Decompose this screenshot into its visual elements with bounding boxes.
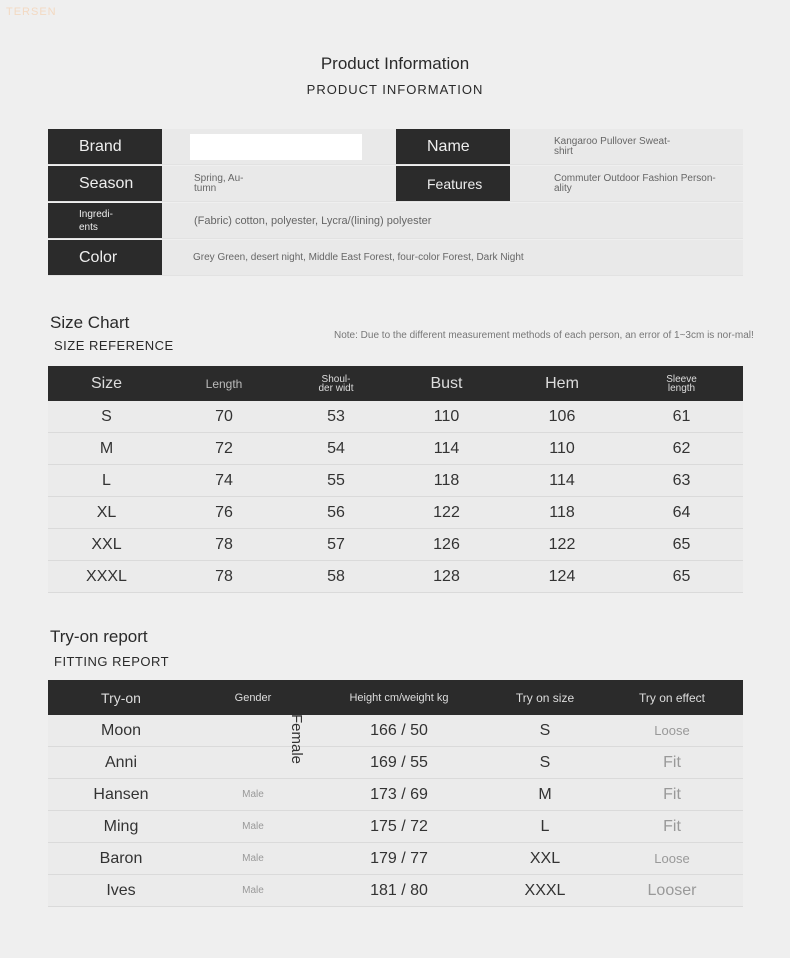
col-shoulder: Shoul-der widt: [318, 373, 354, 394]
table-cell: 118: [549, 503, 575, 521]
table-cell: 65: [672, 535, 691, 553]
table-cell: 53: [327, 407, 345, 425]
col-try-size: Try on size: [515, 690, 575, 705]
table-cell-name: Moon: [100, 721, 142, 739]
table-cell: 57: [327, 535, 345, 553]
brand-label-text: Brand: [79, 137, 122, 155]
table-cell: L: [102, 471, 111, 489]
table-cell: 61: [672, 407, 691, 425]
try-on-subtitle: FITTING REPORT: [54, 654, 170, 669]
table-row: [48, 465, 743, 497]
table-row: [48, 715, 743, 747]
table-cell: XXXL: [86, 567, 127, 585]
table-cell-hw: 169 / 55: [370, 753, 428, 771]
features-label: [396, 166, 510, 201]
table-cell-hw: 179 / 77: [370, 849, 428, 867]
table-cell: 64: [672, 503, 691, 521]
season-value: Spring, Au-tumn: [162, 166, 396, 201]
try-on-title: Try-on report: [50, 627, 148, 646]
brand-label: [48, 129, 162, 164]
table-cell-gender: Male: [242, 853, 264, 864]
table-cell: 55: [327, 471, 345, 489]
table-cell: M: [99, 439, 114, 457]
size-chart-header: [48, 366, 743, 401]
table-cell: 72: [215, 439, 233, 457]
table-cell-name: Ming: [103, 817, 139, 835]
table-cell-size: S: [539, 753, 551, 771]
color-label: [48, 240, 162, 275]
table-cell-hw: 173 / 69: [370, 785, 428, 803]
table-row: [48, 811, 743, 843]
info-row-season: [48, 166, 743, 202]
table-row: [48, 529, 743, 561]
table-row: [48, 433, 743, 465]
table-row: [48, 497, 743, 529]
table-cell-effect: Loose: [654, 851, 690, 866]
try-on-header: [48, 680, 743, 715]
brand-value: [162, 129, 396, 164]
table-cell: 126: [433, 535, 460, 553]
table-cell-name: Baron: [99, 849, 143, 867]
table-cell-effect: Fit: [663, 753, 681, 771]
table-cell: S: [101, 407, 112, 425]
size-chart-subtitle: SIZE REFERENCE: [54, 338, 174, 353]
table-cell: 63: [672, 471, 691, 489]
size-chart-body: [48, 401, 743, 593]
name-value: Kangaroo Pullover Sweat-shirt: [510, 129, 743, 164]
table-row: [48, 401, 743, 433]
table-cell-hw: 166 / 50: [370, 721, 428, 739]
table-cell-effect: Fit: [663, 785, 681, 803]
table-cell: 114: [549, 471, 575, 489]
table-cell: 70: [215, 407, 233, 425]
female-label: Female: [288, 714, 305, 765]
table-cell-gender: Male: [242, 885, 264, 896]
size-chart-title: Size Chart: [50, 313, 130, 332]
table-cell-hw: 181 / 80: [370, 881, 428, 899]
table-cell-name: Ives: [106, 881, 136, 899]
table-cell-gender: Male: [242, 821, 264, 832]
ingredients-value: (Fabric) cotton, polyester, Lycra/(lining) polyester: [162, 203, 743, 238]
col-hem: Hem: [545, 374, 579, 392]
brand-logo-placeholder: [190, 134, 362, 160]
name-label-text: Name: [427, 137, 470, 155]
features-value: Commuter Outdoor Fashion Person-ality: [510, 166, 743, 201]
table-cell: 124: [548, 567, 576, 585]
table-cell-effect: Loose: [654, 723, 690, 738]
ingredients-label: [48, 203, 162, 238]
table-cell: 65: [672, 567, 691, 585]
table-cell-size: S: [539, 721, 551, 739]
col-size: Size: [90, 374, 123, 392]
table-cell: 110: [549, 439, 575, 457]
measurement-note: Note: Due to the different measurement methods of each person, an error of 1~3cm is nor-mal!: [334, 330, 754, 341]
col-sleeve: Sleeve length: [666, 373, 697, 394]
col-try-on: Try-on: [101, 689, 141, 706]
table-cell: 58: [327, 567, 345, 585]
col-height-weight: Height cm/weight kg: [349, 691, 449, 704]
table-cell-hw: 175 / 72: [370, 817, 428, 835]
page-title: Product Information: [320, 54, 470, 73]
table-cell: 122: [433, 503, 460, 521]
table-cell-size: M: [538, 785, 552, 803]
table-cell: 106: [548, 407, 576, 425]
table-row: [48, 843, 743, 875]
col-gender: Gender: [234, 691, 272, 704]
try-on-body: [48, 715, 743, 907]
table-cell: 114: [433, 439, 460, 457]
table-cell-effect: Looser: [647, 881, 697, 899]
table-cell: 54: [327, 439, 345, 457]
page-subtitle: PRODUCT INFORMATION: [306, 82, 484, 97]
season-label-text: Season: [79, 174, 134, 192]
table-cell-size: XXL: [529, 849, 561, 867]
table-row: [48, 779, 743, 811]
info-row-brand: [48, 129, 743, 165]
table-cell-gender: Male: [242, 789, 264, 800]
color-label-text: Color: [79, 248, 118, 266]
table-cell-name: Anni: [104, 753, 138, 771]
name-label: [396, 129, 510, 164]
watermark: TERSEN: [6, 6, 57, 18]
table-cell: XL: [96, 503, 117, 521]
product-info-table: [48, 129, 743, 276]
table-cell: 128: [433, 567, 460, 585]
table-cell: 76: [215, 503, 233, 521]
table-cell-name: Hansen: [93, 785, 149, 803]
table-cell: 78: [215, 535, 233, 553]
col-bust: Bust: [430, 374, 463, 392]
table-cell: 118: [433, 471, 460, 489]
table-cell: 110: [433, 407, 460, 425]
table-cell: 62: [672, 439, 691, 457]
table-row: [48, 747, 743, 779]
ingredients-label-text: Ingredi-ents: [79, 208, 113, 233]
table-row: [48, 561, 743, 593]
table-cell-size: L: [540, 817, 550, 835]
table-cell: XXL: [91, 535, 122, 553]
table-cell: 74: [215, 471, 233, 489]
table-cell: 56: [327, 503, 345, 521]
table-row: [48, 875, 743, 907]
col-try-effect: Try on effect: [638, 690, 706, 705]
info-row-ingredients: [48, 203, 743, 239]
size-chart-table: [48, 366, 743, 593]
table-cell-effect: Fit: [663, 817, 681, 835]
table-cell: 78: [215, 567, 233, 585]
info-row-color: [48, 240, 743, 276]
season-label: [48, 166, 162, 201]
try-on-table: [48, 680, 743, 907]
col-length: Length: [205, 376, 243, 391]
table-cell-size: XXXL: [524, 881, 566, 899]
table-cell: 122: [548, 535, 576, 553]
features-label-text: Features: [427, 175, 483, 192]
color-value: Grey Green, desert night, Middle East Forest, four-color Forest, Dark Night: [162, 240, 743, 275]
